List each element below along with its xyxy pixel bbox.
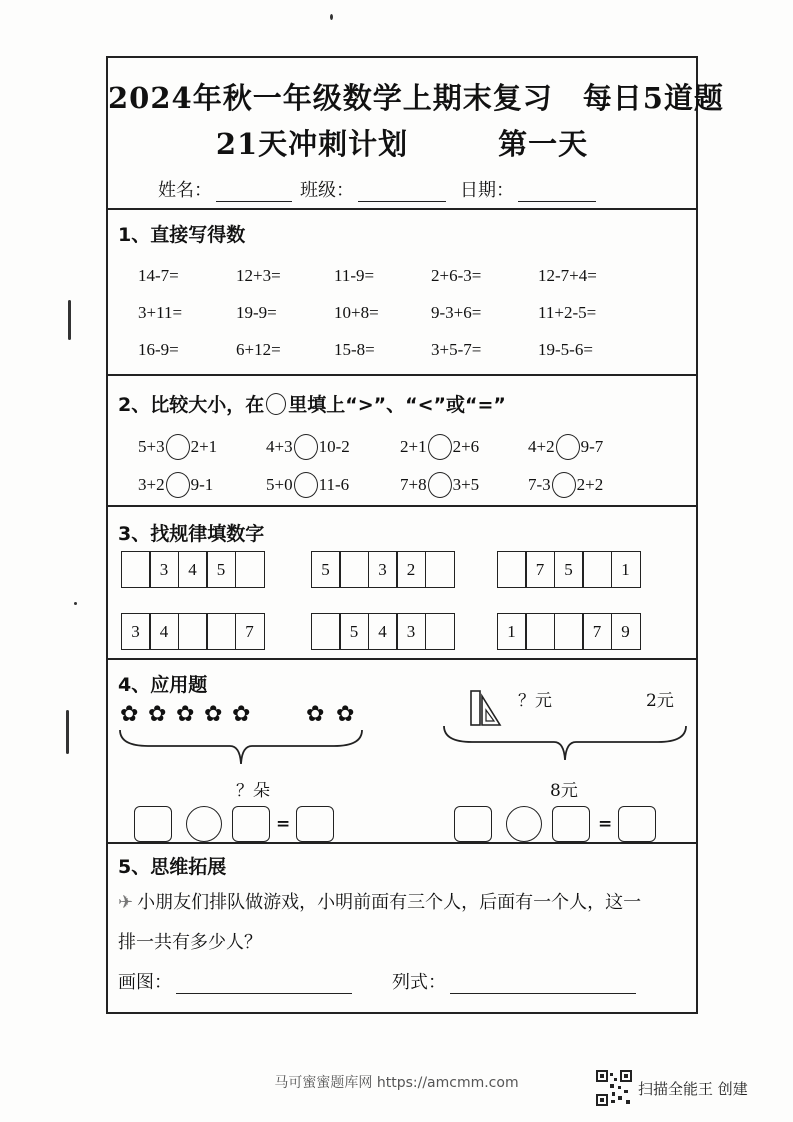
section5-heading: 5、思维拓展 — [118, 856, 227, 878]
scan-speck — [330, 14, 333, 20]
name-blank[interactable] — [216, 181, 292, 202]
problem-line2: 排一共有多少人？ — [118, 932, 262, 953]
answer-box[interactable] — [618, 806, 656, 842]
section-patterns — [108, 507, 696, 660]
compare-item — [266, 472, 349, 498]
draw-field[interactable] — [118, 968, 352, 994]
section-direct-answers — [108, 210, 696, 376]
class-field[interactable] — [300, 176, 446, 202]
brace-icon — [442, 724, 688, 764]
pattern-blank-cell[interactable] — [206, 613, 236, 650]
pattern-blank-cell[interactable] — [425, 613, 455, 650]
equals-sign: = — [598, 814, 613, 834]
name-label: 姓名： — [158, 180, 212, 201]
equals-sign: = — [276, 814, 291, 834]
compare-right: 3+5 — [452, 475, 480, 494]
scan-speck — [68, 300, 71, 340]
pattern-sequence — [312, 551, 455, 588]
section-word-problems — [108, 660, 696, 844]
pattern-cell: 3 — [368, 551, 398, 588]
header-section — [108, 58, 724, 210]
section4-heading: 4、应用题 — [118, 674, 208, 696]
formula-label: 列式： — [392, 972, 446, 993]
flower-total-question: ？朵 — [236, 781, 270, 801]
pattern-cell: 4 — [149, 613, 179, 650]
pattern-cell: 2 — [396, 551, 426, 588]
pattern-cell: 3 — [121, 613, 151, 650]
compare-item — [528, 434, 603, 460]
compare-right: 9-7 — [580, 437, 604, 456]
compare-circle[interactable] — [166, 472, 190, 498]
compare-left: 4+3 — [266, 437, 293, 456]
problem-line1 — [118, 888, 641, 914]
pattern-sequence — [122, 613, 265, 650]
equation: 2+6-3= — [431, 266, 482, 285]
compare-circle[interactable] — [556, 434, 580, 460]
equation: 11+2-5= — [538, 303, 597, 322]
pattern-cell: 4 — [368, 613, 398, 650]
answer-box[interactable] — [454, 806, 492, 842]
equation: 9-3+6= — [431, 303, 482, 322]
compare-circle[interactable] — [294, 472, 318, 498]
class-label: 班级： — [300, 180, 354, 201]
compare-item — [528, 472, 603, 498]
pattern-cell: 7 — [235, 613, 265, 650]
item-price-unknown: ？元 — [518, 691, 552, 711]
pattern-blank-cell[interactable] — [121, 551, 151, 588]
pattern-blank-cell[interactable] — [425, 551, 455, 588]
draw-blank[interactable] — [176, 973, 352, 994]
title-line2: 21天冲刺计划 第一天 — [215, 127, 589, 161]
ruler-triangle-icon — [468, 688, 502, 728]
compare-item — [138, 472, 213, 498]
compare-left: 2+1 — [400, 437, 427, 456]
flower-icon: ✿ — [336, 702, 355, 727]
compare-item — [266, 434, 350, 460]
equation: 19-5-6= — [538, 340, 593, 359]
pattern-sequence — [498, 551, 641, 588]
flower-icon: ✿ — [232, 702, 251, 727]
date-blank[interactable] — [518, 181, 596, 202]
compare-right: 2+2 — [576, 475, 604, 494]
class-blank[interactable] — [358, 181, 446, 202]
date-label: 日期： — [460, 180, 514, 201]
section-thinking — [108, 844, 696, 1012]
pattern-blank-cell[interactable] — [554, 613, 584, 650]
answer-box[interactable] — [552, 806, 590, 842]
compare-item — [138, 434, 217, 460]
flower-icon: ✿ — [306, 702, 325, 727]
pattern-sequence — [498, 613, 641, 650]
brace-icon — [118, 728, 364, 768]
pattern-blank-cell[interactable] — [582, 551, 612, 588]
compare-left: 4+2 — [528, 437, 555, 456]
equation: 12-7+4= — [538, 266, 597, 285]
draw-label: 画图： — [118, 972, 172, 993]
pattern-cell: 4 — [178, 551, 208, 588]
flower-icon: ✿ — [120, 702, 139, 727]
pattern-blank-cell[interactable] — [311, 613, 341, 650]
section-compare — [108, 376, 696, 507]
flower-icon: ✿ — [176, 702, 195, 727]
bird-icon: ✈ — [118, 892, 134, 913]
date-field[interactable] — [460, 176, 596, 202]
footer-site: 马可蜜蜜题库网 https://amcmm.com — [274, 1075, 519, 1091]
pattern-sequence — [312, 613, 455, 650]
pattern-cell: 5 — [339, 613, 369, 650]
pattern-cell: 5 — [206, 551, 236, 588]
compare-left: 7+8 — [400, 475, 427, 494]
compare-circle[interactable] — [552, 472, 576, 498]
operator-circle[interactable] — [506, 806, 542, 842]
compare-right: 2+1 — [190, 437, 218, 456]
pattern-cell: 3 — [396, 613, 426, 650]
equation: 3+5-7= — [431, 340, 482, 359]
section2-heading-after: 里填上“>”、“<”或“=” — [288, 394, 506, 416]
equation: 16-9= — [138, 340, 179, 359]
pattern-cell: 1 — [611, 551, 641, 588]
pattern-blank-cell[interactable] — [235, 551, 265, 588]
pattern-cell: 7 — [525, 551, 555, 588]
equation: 12+3= — [236, 266, 281, 285]
equation: 19-9= — [236, 303, 277, 322]
pattern-sequence — [122, 551, 265, 588]
compare-circle[interactable] — [428, 434, 452, 460]
qr-code-icon — [596, 1070, 632, 1106]
worksheet — [106, 56, 724, 1014]
item-price-known: 2元 — [646, 691, 674, 711]
pattern-blank-cell[interactable] — [178, 613, 208, 650]
pattern-cell: 9 — [611, 613, 641, 650]
compare-left: 3+2 — [138, 475, 165, 494]
title-line1: 2024年秋一年级数学上期末复习 每日5道题 — [108, 81, 724, 115]
compare-circle[interactable] — [294, 434, 318, 460]
operator-circle[interactable] — [186, 806, 222, 842]
compare-circle[interactable] — [428, 472, 452, 498]
answer-box[interactable] — [232, 806, 270, 842]
pattern-cell: 5 — [554, 551, 584, 588]
compare-item — [400, 472, 479, 498]
formula-field[interactable] — [392, 968, 636, 994]
compare-circle[interactable] — [166, 434, 190, 460]
pattern-blank-cell[interactable] — [525, 613, 555, 650]
compare-right: 10-2 — [318, 437, 350, 456]
flower-icon: ✿ — [148, 702, 167, 727]
equation: 3+11= — [138, 303, 183, 322]
scanner-watermark — [596, 1070, 748, 1106]
section3-heading: 3、找规律填数字 — [118, 523, 265, 545]
pattern-blank-cell[interactable] — [339, 551, 369, 588]
problem-text: 小朋友们排队做游戏，小明前面有三个人，后面有一个人，这一 — [137, 892, 642, 913]
section2-heading — [118, 390, 506, 417]
compare-item — [400, 434, 479, 460]
circle-icon — [266, 393, 286, 415]
pattern-cell: 7 — [582, 613, 612, 650]
equation: 11-9= — [334, 266, 375, 285]
price-total: 8元 — [550, 781, 578, 801]
name-field[interactable] — [158, 176, 292, 202]
scan-speck — [66, 710, 69, 754]
equation: 10+8= — [334, 303, 379, 322]
compare-left: 7-3 — [528, 475, 551, 494]
answer-box[interactable] — [296, 806, 334, 842]
compare-left: 5+0 — [266, 475, 293, 494]
pattern-cell: 1 — [497, 613, 527, 650]
compare-right: 2+6 — [452, 437, 480, 456]
equation: 6+12= — [236, 340, 281, 359]
pattern-cell: 5 — [311, 551, 341, 588]
scan-speck — [74, 602, 77, 605]
section2-heading-before: 2、比较大小，在 — [118, 394, 265, 416]
compare-right: 11-6 — [318, 475, 350, 494]
pattern-blank-cell[interactable] — [497, 551, 527, 588]
pattern-cell: 3 — [149, 551, 179, 588]
compare-right: 9-1 — [190, 475, 214, 494]
section1-heading: 1、直接写得数 — [118, 224, 246, 246]
compare-left: 5+3 — [138, 437, 165, 456]
equation: 14-7= — [138, 266, 179, 285]
equation: 15-8= — [334, 340, 375, 359]
formula-blank[interactable] — [450, 973, 636, 994]
answer-box[interactable] — [134, 806, 172, 842]
flower-icon: ✿ — [204, 702, 223, 727]
scanner-label: 扫描全能王 创建 — [638, 1079, 748, 1098]
